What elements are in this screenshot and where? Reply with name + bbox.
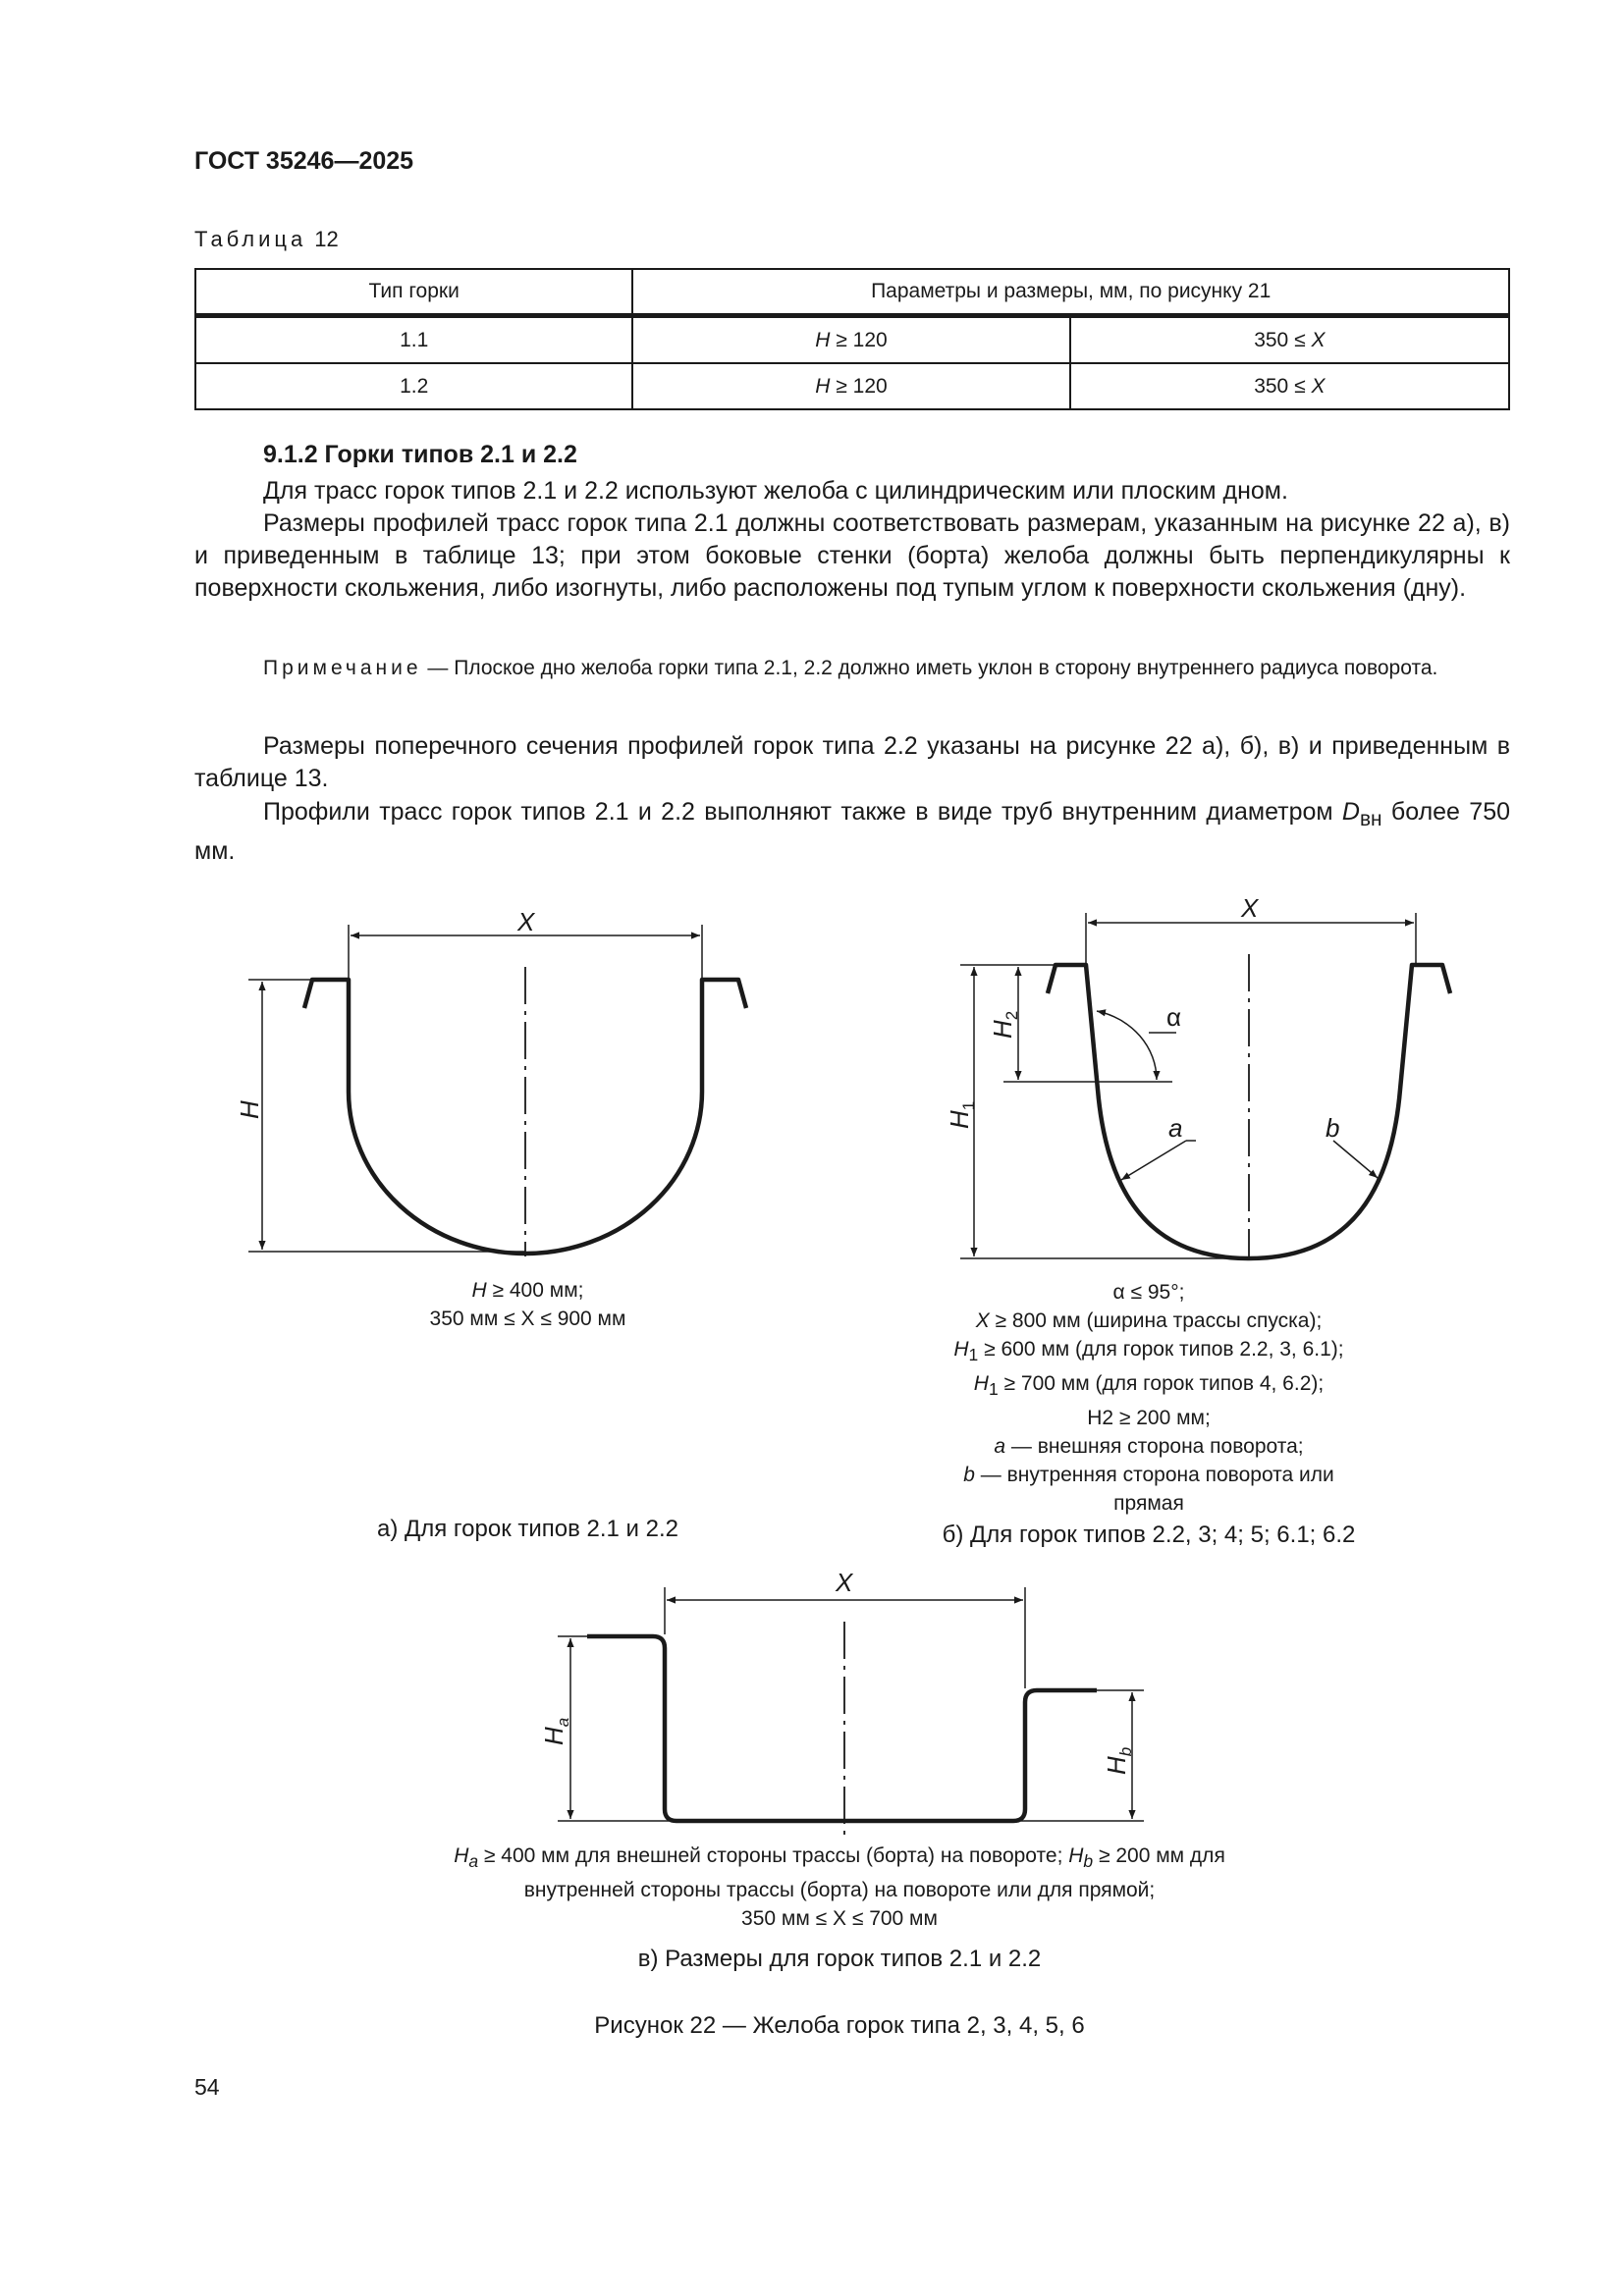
figure-caption: Рисунок 22 — Желоба горок типа 2, 3, 4, 5, 6 xyxy=(594,2012,1085,2039)
leader-b xyxy=(1333,1141,1378,1178)
angle-alpha-arc xyxy=(1097,1011,1157,1080)
label-h-a: H xyxy=(235,1100,264,1119)
paragraph-3: Размеры поперечного сечения профилей горок типа 2.2 указаны на рисунке 22 а), б), в) и приведенным в таблице 13. xyxy=(194,732,1510,792)
label-h2-b xyxy=(988,1011,1021,1039)
label-hb-c xyxy=(1102,1747,1135,1775)
figure-c-subcaption: в) Размеры для горок типов 2.1 и 2.2 xyxy=(637,1946,1042,1972)
label-x-b: X xyxy=(1241,893,1259,923)
figure-a-drawing xyxy=(248,925,746,1256)
col-header-type: Тип горки xyxy=(195,269,632,316)
figure-c-legend: $H_a \ge 400$ мм для внешней стороны трассы (борта) на повороте; $H_b \ge 200$ мм для внутренней стороны трассы (борта) на повороте или для прямой; 350 мм ≤ X ≤ 700 мм xyxy=(454,1844,1225,1931)
label-b: b xyxy=(1326,1113,1340,1143)
label-a: a xyxy=(1168,1113,1183,1143)
cell-h: H ≥ 120 xyxy=(632,316,1069,364)
trough-c-profile xyxy=(587,1636,1097,1821)
cell-type: 1.1 xyxy=(195,316,632,364)
document-header: ГОСТ 35246—2025 xyxy=(194,147,414,175)
figure-a-legend: H ≥ 400 мм; 350 мм ≤ X ≤ 900 мм xyxy=(429,1279,626,1330)
note-label: Примечание xyxy=(263,657,422,679)
cell-h: H ≥ 120 xyxy=(632,363,1069,409)
paragraph-4: Профили трасс горок типов 2.1 и 2.2 выполняют также в виде труб внутренним диаметром $D_{вн}$ более 750 мм. xyxy=(194,798,1511,865)
label-h1-b xyxy=(945,1101,978,1129)
cell-x: 350 ≤ X xyxy=(1070,316,1509,364)
figure-b-legend: α ≤ 95°; X ≥ 800 мм (ширина трассы спуска); $H_1 \ge 600$ мм (для горок типов 2.2, 3, 6.1); $H_1 \ge 700$ мм (для горок типов 4, 6.2); H2 ≥ 200 мм; a — внешняя сторона поворота; b — внутренняя сторона поворота или прямая xyxy=(953,1281,1344,1516)
label-alpha: α xyxy=(1166,1002,1182,1032)
figure-b-subcaption: б) Для горок типов 2.2, 3; 4; 5; 6.1; 6.2 xyxy=(942,1522,1356,1548)
table-caption-number: 12 xyxy=(314,227,339,251)
svg-text:H1: $H_1$ xyxy=(945,1100,978,1129)
paragraph-1: Для трасс горок типов 2.1 и 2.2 используют желоба с цилиндрическим или плоским дном. xyxy=(263,477,1288,505)
table-caption-word: Таблица xyxy=(194,227,307,251)
svg-text:Ha: $H_a$ xyxy=(539,1717,572,1745)
page-number: 54 xyxy=(194,2074,220,2100)
cell-type: 1.2 xyxy=(195,363,632,409)
note: Примечание — Плоское дно желоба горки типа 2.1, 2.2 должно иметь уклон в сторону внутреннего радиуса поворота. xyxy=(263,657,1438,679)
svg-text:H2: $H_2$ xyxy=(988,1010,1021,1039)
label-x-c: X xyxy=(836,1568,853,1597)
figure-a-subcaption: а) Для горок типов 2.1 и 2.2 xyxy=(377,1516,678,1542)
figure-b-drawing xyxy=(960,913,1450,1258)
svg-text:Hb: $H_b$ xyxy=(1102,1746,1135,1775)
section-title: 9.1.2 Горки типов 2.1 и 2.2 xyxy=(263,441,577,468)
paragraph-2: Размеры профилей трасс горок типа 2.1 должны соответствовать размерам, указанным на рисунке 22 а), в) и приведенным в таблице 13; при этом боковые стенки (борта) желоба должны быть перпендикулярны к поверхности скольжения, либо изогнуты, либо расположены под тупым углом к поверхности скольжения (дну). xyxy=(194,509,1510,602)
leader-a xyxy=(1121,1141,1186,1180)
label-x-a: X xyxy=(517,907,535,936)
col-header-params: Параметры и размеры, мм, по рисунку 21 xyxy=(632,269,1509,316)
figure-c-drawing xyxy=(558,1587,1144,1836)
label-ha-c xyxy=(539,1718,572,1745)
cell-x: 350 ≤ X xyxy=(1070,363,1509,409)
